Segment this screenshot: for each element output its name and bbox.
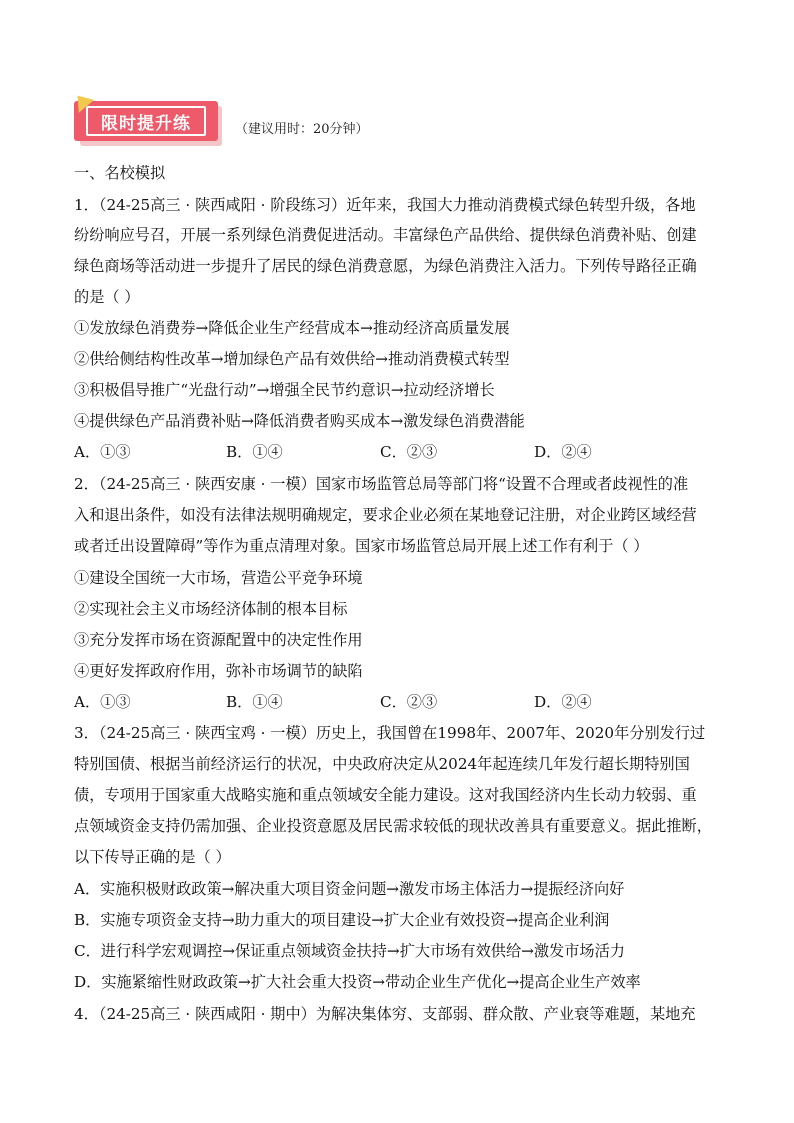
statement-item: ③充分发挥市场在资源配置中的决定性作用 [74,631,363,649]
option-a[interactable]: A．①③ [74,693,131,711]
question-line: 3．（24-25高三 · 陕西宝鸡 · 一模）历史上，我国曾在1998年、2007年、2020年分别发行过 [74,724,706,742]
question-line: 或者迁出设置障碍”等作为重点清理对象。国家市场监管总局开展上述工作有利于（ ） [74,537,649,555]
badge-box [74,101,218,141]
option-d[interactable]: D．实施紧缩性财政政策→扩大社会重大投资→带动企业生产优化→提高企业生产效率 [74,973,641,991]
option-d[interactable]: D．②④ [534,693,592,711]
question-line: 纷纷响应号召，开展一系列绿色消费促进活动。丰富绿色产品供给、提供绿色消费补贴、创建 [74,226,697,244]
statement-item: ④更好发挥政府作用，弥补市场调节的缺陷 [74,662,363,680]
question-line: 债，专项用于国家重大战略实施和重点领域安全能力建设。这对我国经济内生长动力较弱、重 [74,786,697,804]
section-title: 一、名校模拟 [74,164,166,182]
option-b[interactable]: B．①④ [226,693,283,711]
option-b[interactable]: B．实施专项资金支持→助力重大的项目建设→扩大企业有效投资→提高企业利润 [74,911,610,929]
option-a[interactable]: A．①③ [74,443,131,461]
statement-item: ②供给侧结构性改革→增加绿色产品有效供给→推动消费模式转型 [74,350,510,368]
question-line: 入和退出条件，如没有法律法规明确规定，要求企业必须在某地登记注册，对企业跨区域经营 [74,506,697,524]
question-line: 4．（24-25高三 · 陕西咸阳 · 期中）为解决集体穷、支部弱、群众散、产业衰等难题，某地充 [74,1005,696,1023]
question-line: 以下传导正确的是（ ） [74,848,231,866]
question-line: 2．（24-25高三 · 陕西安康 · 一模）国家市场监管总局等部门将“设置不合理或者歧视性的准 [74,475,689,493]
statement-item: ①建设全国统一大市场，营造公平竞争环境 [74,569,363,587]
time-note: （建议用时：20分钟） [235,122,369,137]
option-d[interactable]: D．②④ [534,443,592,461]
statement-item: ②实现社会主义市场经济体制的根本目标 [74,600,348,618]
statement-item: ③积极倡导推广“光盘行动”→增强全民节约意识→拉动经济增长 [74,381,495,399]
option-c[interactable]: C．②③ [380,693,438,711]
badge-label: 限时提升练 [86,106,206,136]
question-line: 1．（24-25高三 · 陕西咸阳 · 阶段练习）近年来，我国大力推动消费模式绿色转型升级，各地 [74,196,696,214]
option-b[interactable]: B．①④ [226,443,283,461]
statement-item: ④提供绿色产品消费补贴→降低消费者购买成本→激发绿色消费潜能 [74,412,525,430]
question-line: 特别国债、根据当前经济运行的状况，中央政府决定从2024年起连续几年发行超长期特别国 [74,755,690,773]
option-c[interactable]: C．进行科学宏观调控→保证重点领域资金扶持→扩大市场有效供给→激发市场活力 [74,942,625,960]
section-badge [74,98,234,156]
question-line: 绿色商场等活动进一步提升了居民的绿色消费意愿，为绿色消费注入活力。下列传导路径正确 [74,257,697,275]
question-line: 点领域资金支持仍需加强、企业投资意愿及居民需求较低的现状改善具有重要意义。据此推断， [74,817,712,835]
option-a[interactable]: A．实施积极财政政策→解决重大项目资金问题→激发市场主体活力→提振经济向好 [74,880,625,898]
question-line: 的是（ ） [74,288,140,306]
option-c[interactable]: C．②③ [380,443,438,461]
statement-item: ①发放绿色消费券→降低企业生产经营成本→推动经济高质量发展 [74,319,510,337]
